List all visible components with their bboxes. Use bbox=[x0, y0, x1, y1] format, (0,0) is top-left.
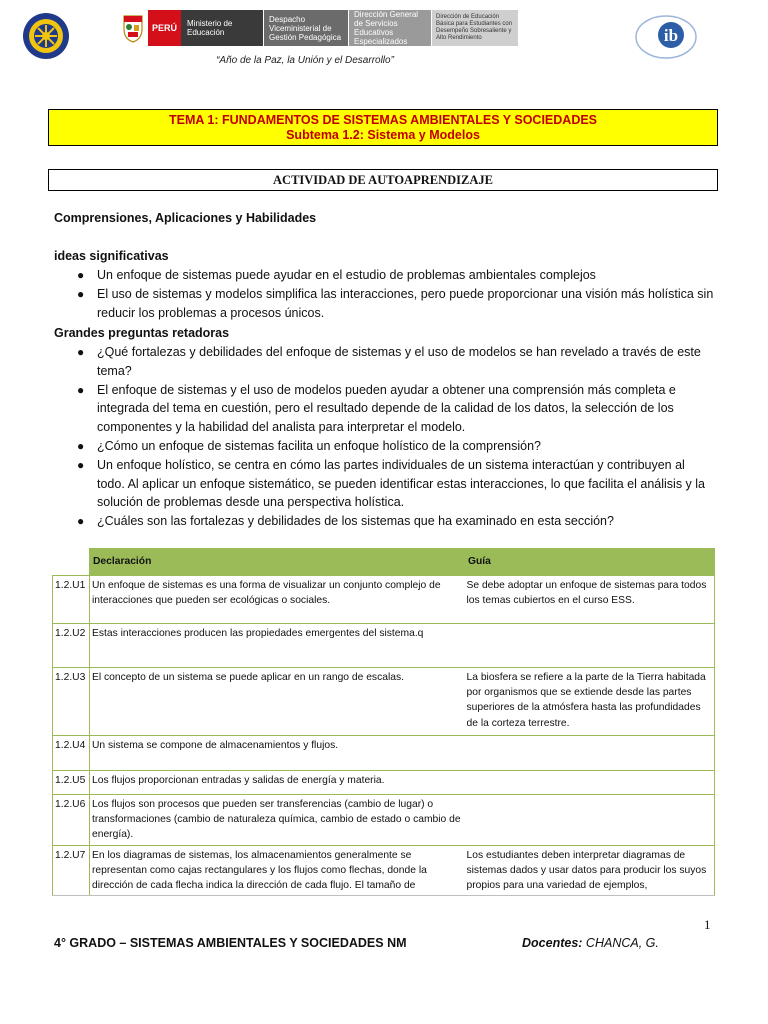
activity-title: ACTIVIDAD DE AUTOAPRENDIZAJE bbox=[48, 169, 718, 191]
list-item: ● ¿Cuáles son las fortalezas y debilidades de los sistemas que ha examinado en esta sección? bbox=[75, 512, 715, 531]
bullet-icon: ● bbox=[77, 514, 85, 529]
bullet-icon: ● bbox=[77, 457, 85, 472]
row-declaracion: Los flujos son procesos que pueden ser transferencias (cambio de lugar) o transformaciones (cambio de naturaleza química, cambio de estado o cambio de energía). bbox=[90, 795, 465, 846]
bullet-icon: ● bbox=[77, 382, 85, 397]
row-declaracion: Estas interacciones producen las propiedades emergentes del sistema.q bbox=[90, 624, 465, 668]
list-item: ● ¿Cómo un enfoque de sistemas facilita un enfoque holístico de la comprensión? bbox=[75, 437, 715, 456]
row-code: 1.2.U7 bbox=[53, 845, 90, 896]
row-code: 1.2.U5 bbox=[53, 771, 90, 795]
table-row bbox=[53, 576, 715, 624]
list-item: ● Un enfoque de sistemas puede ayudar en el estudio de problemas ambientales complejos bbox=[75, 266, 715, 285]
row-guia bbox=[465, 736, 715, 771]
row-declaracion: Un sistema se compone de almacenamientos y flujos. bbox=[90, 736, 465, 771]
row-guia bbox=[465, 624, 715, 668]
topic-title: TEMA 1: FUNDAMENTOS DE SISTEMAS AMBIENTALES Y SOCIEDADES bbox=[168, 113, 598, 127]
row-declaracion: Los flujos proporcionan entradas y salidas de energía y materia. bbox=[90, 771, 465, 795]
ministry-banner bbox=[120, 10, 518, 46]
preguntas-list bbox=[75, 343, 715, 531]
peru-shield-icon bbox=[120, 10, 146, 46]
footer-course: 4° GRADO – SISTEMAS AMBIENTALES Y SOCIEDADES NM bbox=[54, 936, 407, 950]
bullet-icon: ● bbox=[77, 438, 85, 453]
table-row bbox=[53, 771, 715, 795]
direccion-educacion-label: Dirección de Educación Básica para Estudiantes con Desempeño Sobresaliente y Alto Rendimiento bbox=[432, 10, 518, 46]
list-item: ● El uso de sistemas y modelos simplifica las interacciones, pero puede proporcionar una visión más holística sin reducir los problemas a procesos únicos. bbox=[77, 286, 714, 320]
table-header-row bbox=[53, 549, 715, 576]
table-header-declaracion: Declaración bbox=[90, 549, 465, 576]
direccion-general-label: Dirección General de Servicios Educativos Especializados bbox=[349, 10, 431, 46]
bullet-icon: ● bbox=[77, 345, 85, 359]
ideas-heading: ideas significativas bbox=[54, 249, 169, 263]
row-guia: Se debe adoptar un enfoque de sistemas para todos los temas cubiertos en el curso ESS. bbox=[465, 576, 715, 624]
bullet-icon: ● bbox=[77, 268, 85, 282]
table-header-guia: Guía bbox=[465, 549, 715, 576]
page-number: 1 bbox=[704, 917, 711, 932]
table-row bbox=[53, 668, 715, 736]
row-guia bbox=[465, 795, 715, 846]
list-item: ● El enfoque de sistemas y el uso de modelos pueden ayudar a obtener una comprensión más completa e integrada del tema en cuestión, pero el resultado depende de la calidad de los datos, la selección de los componentes y la habilidad del analista para interpretar el modelo. bbox=[77, 382, 676, 435]
docentes-label: Docentes: bbox=[522, 936, 583, 950]
table-row bbox=[53, 845, 715, 896]
table-header-blank bbox=[53, 549, 90, 576]
docentes-name: CHANCA, G. bbox=[585, 936, 659, 950]
despacho-label: Despacho Viceministerial de Gestión Pedagógica bbox=[264, 10, 348, 46]
row-code: 1.2.U2 bbox=[53, 624, 90, 668]
topic-banner bbox=[48, 109, 718, 146]
row-code: 1.2.U3 bbox=[53, 668, 90, 736]
row-code: 1.2.U1 bbox=[53, 576, 90, 624]
table-row bbox=[53, 795, 715, 846]
row-guia: La biosfera se refiere a la parte de la Tierra habitada por organismos que se extiende desde las partes superiores de la atmósfera hasta las profundidades de la corteza terrestre. bbox=[465, 668, 715, 736]
school-seal-logo bbox=[22, 12, 70, 60]
grandes-heading: Grandes preguntas retadoras bbox=[54, 326, 230, 340]
understandings-table bbox=[52, 548, 715, 896]
row-declaracion: Un enfoque de sistemas es una forma de visualizar un conjunto complejo de interacciones que pueden ser ecológicas o sociales. bbox=[90, 576, 465, 624]
year-motto: “Año de la Paz, la Unión y el Desarrollo” bbox=[216, 55, 394, 66]
list-item: ● Un enfoque holístico, se centra en cómo las partes individuales de un sistema interactúan y contribuyen al todo. Al aplicar un enfoque sistemático, se pueden identificar estas interacciones, lo que facilita el análisis y la solución de problemas desde una perspectiva holística. bbox=[77, 457, 705, 510]
ideas-list bbox=[75, 266, 715, 322]
row-code: 1.2.U4 bbox=[53, 736, 90, 771]
ib-logo-text: ib bbox=[663, 26, 679, 45]
peru-label: PERÚ bbox=[148, 10, 181, 46]
table-row bbox=[53, 624, 715, 668]
ib-logo bbox=[634, 14, 698, 60]
table-row bbox=[53, 736, 715, 771]
topic-subtitle: Subtema 1.2: Sistema y Modelos bbox=[286, 128, 480, 142]
ministry-label: Ministerio de Educación bbox=[181, 10, 263, 46]
bullet-icon: ● bbox=[77, 286, 85, 301]
footer-docentes bbox=[522, 936, 659, 950]
row-guia bbox=[465, 771, 715, 795]
list-item: ● ¿Qué fortalezas y debilidades del enfoque de sistemas y el uso de modelos se han revelado a través de este tema? bbox=[77, 345, 701, 378]
row-code: 1.2.U6 bbox=[53, 795, 90, 846]
row-declaracion: En los diagramas de sistemas, los almacenamientos generalmente se representan como cajas rectangulares y los flujos como flechas, donde la dirección de cada flecha indica la dirección de cada flujo. El tamaño de bbox=[90, 845, 465, 896]
row-declaracion: El concepto de un sistema se puede aplicar en un rango de escalas. bbox=[90, 668, 465, 736]
row-guia: Los estudiantes deben interpretar diagramas de sistemas dados y usar datos para producir los suyos propios para una variedad de ejemplos, bbox=[465, 845, 715, 896]
comprensiones-heading: Comprensiones, Aplicaciones y Habilidades bbox=[54, 211, 317, 225]
